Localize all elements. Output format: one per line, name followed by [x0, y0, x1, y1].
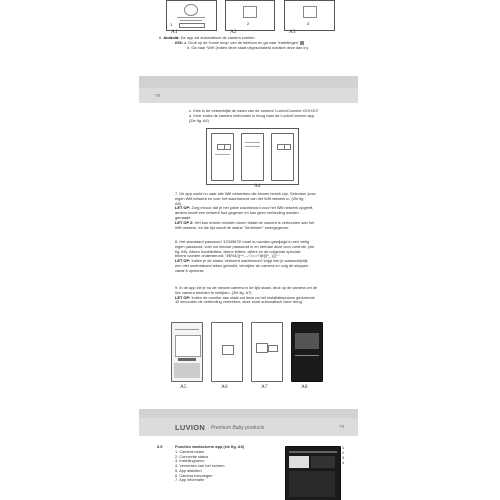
figure-number: 2: [247, 21, 250, 26]
section-title: Functies startscherm app (zie fig. A9): [175, 444, 245, 449]
camera-thumbnail: [289, 456, 309, 468]
phone-screen-2: [241, 133, 264, 181]
list-item: 6. Camera toevoegen: [175, 472, 213, 478]
step-6-ios-b: b. Ga naar 'Wifi' (indien deze staat uitgeschakeld schakel deze dan in).: [187, 45, 309, 50]
caption-a3: A3: [289, 29, 296, 35]
step-6c: c. Kies in de netwerklijst de naam van de camera 'LuvionConnect XXXXXX': [189, 108, 319, 113]
camera-icon: [222, 345, 234, 355]
step-6-ios-a: iOS: a. Druk op de 'home knop' van de telefoon en ga naar 'instellingen': [175, 41, 355, 46]
phone-screen-3: [271, 133, 294, 181]
page-number: 79: [339, 424, 345, 429]
phone-screen-a8: [291, 322, 323, 382]
list-item: 1. Camera naam: [175, 449, 204, 454]
camera-icon: [284, 144, 291, 150]
step-7: 7. De app zoekt nu naar alle Wifi netwerken die binnen bereik zijn. Selecteer jouw eigen Wifi netwerk en voer het wachtwoord van het Wifi netwerk in. (Zie fig. A5). LET OP: Zorg ervoor dat je het juiste wachtwoord voor het Wifi netwerk opgeeft, anders wordt een netwerk fout gegeven en kan geen verbinding worden gemaakt. LET OP 2: Het kan enkele minuten duren totdat de camera is verbonden aan het Wifi netwerk, tot die tijd wordt de status "Verbinden" weergegeven.: [175, 191, 316, 230]
section-number: 6.5: [157, 444, 163, 449]
camera-preview: [295, 333, 319, 349]
keyboard: [174, 363, 200, 378]
step-6: 6. Android: De app zal automatisch de camera zoeken.: [159, 35, 256, 40]
caption-a1: A1: [171, 29, 178, 35]
camera-list: [289, 471, 335, 497]
phone-screen-a6: [211, 322, 243, 382]
camera-logo-icon: [184, 4, 198, 16]
list-item: 4. Verversen van het scherm: [175, 463, 225, 469]
figure-a2: [225, 0, 275, 31]
caption-a2: A2: [230, 29, 237, 35]
figure-a5-a8: [171, 322, 324, 382]
step-6d: d. Keer zodra de camera verbonden is terug naar de LuvionConnect app.: [189, 113, 316, 118]
caption-a4: A4: [254, 183, 261, 189]
phone-screen-a7: [251, 322, 283, 382]
text-line: [180, 20, 202, 21]
function-list: [175, 450, 275, 483]
camera-icon: [256, 343, 268, 353]
text-line: [175, 329, 199, 330]
status-bar: [289, 451, 337, 453]
figure-a4: [206, 128, 299, 185]
caption-a7: A7: [261, 384, 268, 390]
figure-a9-phone: [285, 446, 341, 500]
list-item: 3. Instellingmenu: [175, 458, 205, 464]
text-line: [245, 142, 260, 143]
callout-number: 4: [342, 460, 345, 465]
phone-screen-a5: [171, 322, 203, 382]
text-line: [245, 146, 260, 147]
placeholder-box: [243, 6, 257, 18]
camera-icon: [224, 144, 231, 150]
text-line: [295, 355, 319, 356]
caption-a6: A6: [221, 384, 228, 390]
list-item: 7. App informatie: [175, 477, 205, 483]
page-header-band: [139, 418, 358, 436]
list-item: 5. App afsluiten: [175, 467, 202, 473]
brand-tagline: Premium Baby products: [211, 424, 265, 431]
camera-info: [311, 456, 335, 468]
step-8: 8. Het standaard password '12345678' moet nu worden gewijzigd in een veilig eigen password, voer uw nieuwe password in en herhaal deze voor controle. (zie fig. A6). Alleen hoofdletters, kleine letters, cijfers en de volgende speciale tekens worden ondersteund: "#$%&'()*+,-./:;<=>?@[\]^_`{|}~" LET OP: Indien je de status 'verkeerd wachtwoord' krijgt heb je waarschijnlijk een niet ondersteund teken gebruikt, verwijder de camera en volg de stappen vanaf 6 opnieuw.: [175, 239, 315, 273]
callout-number: 3: [342, 455, 345, 460]
figure-number: 1: [170, 22, 173, 27]
callout-number: 1: [342, 445, 345, 450]
text-line: [177, 17, 205, 18]
caption-a8: A8: [301, 384, 308, 390]
callout-number: 2: [342, 450, 345, 455]
step-9: 9. In de app zie je nu de nieuwe camera in de lijst staan, druk op de camera om de live camera beelden te bekijken. (Zie fig. A7) LET OP: Indien de monitor aan staat zal deze na het installatieproces gedurende 10 seconden de verbinding verbreken, deze komt automatisch weer terug.: [175, 285, 318, 305]
text-line: [215, 154, 230, 155]
figure-a1: [166, 0, 217, 31]
document-page-top: [139, 0, 358, 76]
caption-a5: A5: [180, 384, 187, 390]
phone-screen-1: [211, 133, 234, 181]
document-page-79: [139, 418, 358, 500]
keyboard-bar: [178, 358, 196, 361]
figure-a3: [284, 0, 335, 31]
document-page-78: [139, 88, 358, 409]
dialog-box: [175, 335, 201, 357]
figure-number: 3: [307, 21, 310, 26]
page-number: 78: [155, 93, 161, 98]
button-outline: [179, 23, 205, 28]
wifi-icon: [268, 345, 278, 352]
step-6d-ref: (Zie fig. A4): [189, 118, 209, 123]
placeholder-box: [303, 6, 317, 18]
brand-logo: LUVION: [175, 423, 206, 432]
list-item: 2. Connectie status: [175, 453, 209, 459]
page-gap: [139, 409, 358, 418]
page-gap: [139, 76, 358, 88]
page-header-band: [139, 88, 358, 103]
